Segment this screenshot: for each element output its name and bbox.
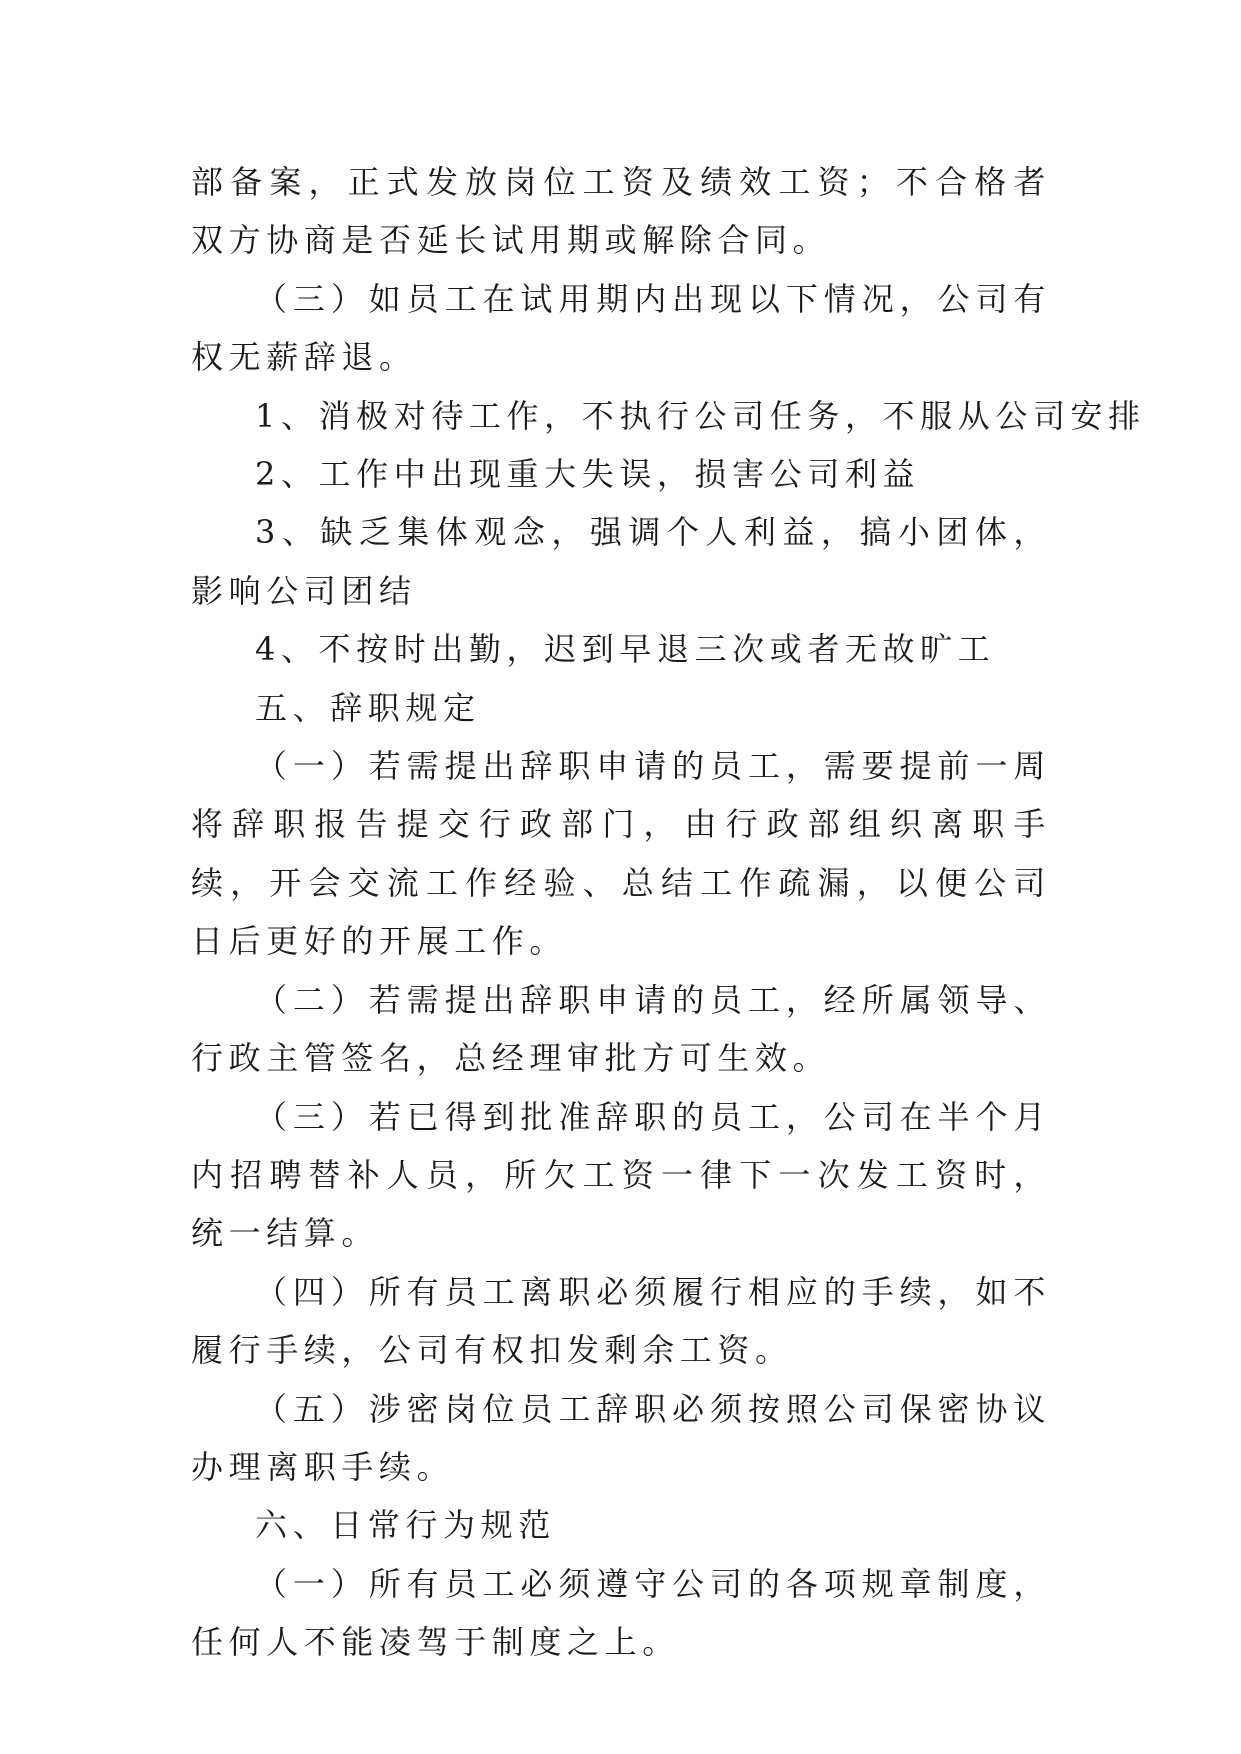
body-text	[191, 153, 1146, 1672]
list-item-dismissal-1: 1、消极对待工作，不执行公司任务，不服从公司安排	[255, 396, 1146, 435]
list-item-dismissal-2: 2、工作中出现重大失误，损害公司利益	[255, 455, 921, 494]
section-heading-resignation: 五、辞职规定	[255, 688, 481, 727]
list-item-dismissal-3: 3、缺乏集体观念，强调个人利益，搞小团体，影响公司团结	[191, 513, 1051, 610]
paragraph-probation-continued: 部备案，正式发放岗位工资及绩效工资；不合格者双方协商是否延长试用期或解除合同。	[191, 163, 1051, 260]
section-heading-conduct: 六、日常行为规范	[255, 1506, 556, 1545]
paragraph-probation-dismissal: （三）如员工在试用期内出现以下情况，公司有权无薪辞退。	[191, 279, 1051, 377]
paragraph-resignation-1: （一）若需提出辞职申请的员工，需要提前一周将辞职报告提交行政部门，由行政部组织离职手续，开会交流工作经验、总结工作疏漏，以便公司日后更好的开展工作。	[191, 747, 1051, 961]
paragraph-resignation-5: （五）涉密岗位员工辞职必须按照公司保密协议办理离职手续。	[191, 1389, 1051, 1486]
list-item-dismissal-4: 4、不按时出勤，迟到早退三次或者无故旷工	[255, 630, 996, 669]
paragraph-resignation-4: （四）所有员工离职必须履行相应的手续，如不履行手续，公司有权扣发剩余工资。	[191, 1272, 1051, 1370]
paragraph-conduct-1: （一）所有员工必须遵守公司的各项规章制度，任何人不能凌驾于制度之上。	[191, 1564, 1051, 1662]
paragraph-resignation-2: （二）若需提出辞职申请的员工，经所属领导、行政主管签名，总经理审批方可生效。	[191, 980, 1051, 1078]
paragraph-resignation-3: （三）若已得到批准辞职的员工，公司在半个月内招聘替补人员，所欠工资一律下一次发工资时，统一结算。	[191, 1097, 1051, 1253]
